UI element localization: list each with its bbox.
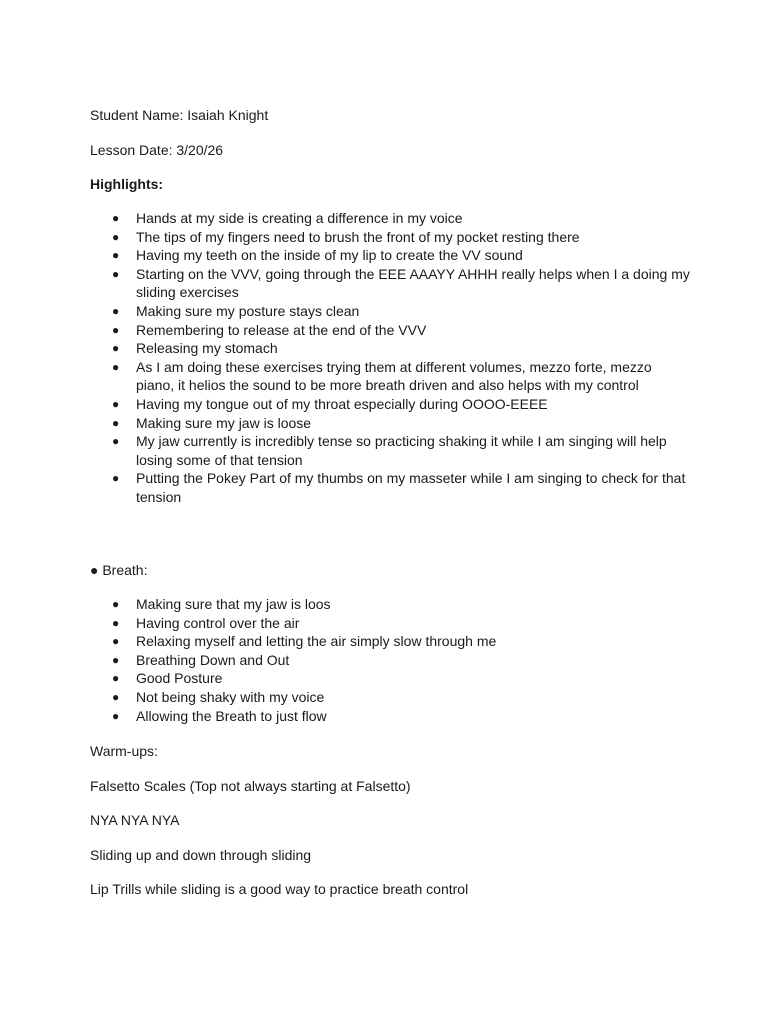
bullet-icon: ● [112, 597, 120, 611]
bullet-icon: ● [112, 708, 120, 723]
bullet-icon: ● [112, 396, 120, 411]
highlights-list [90, 209, 690, 507]
bullet-icon: ● [112, 615, 120, 630]
list-item: ● Having my tongue out of my throat especially during OOOO-EEEE [112, 395, 548, 412]
list-item: ● Breathing Down and Out [112, 651, 290, 668]
bullet-icon: ● [112, 652, 120, 667]
list-item: ● Starting on the VVV, going through the EEE AAAYY AHHH really helps when I a doing my sliding exercises [112, 265, 690, 301]
list-item: ● Remembering to release at the end of the VVV [112, 321, 427, 338]
list-item: ● Making sure my jaw is loose [112, 414, 312, 431]
student-name: Student Name: Isaiah Knight [90, 107, 269, 123]
bullet-icon: ● [112, 415, 120, 430]
bullet-icon: ● [112, 303, 120, 318]
bullet-icon: ● [112, 434, 120, 449]
breath-list [90, 595, 690, 725]
warmups-heading: Warm-ups: [90, 743, 158, 759]
warmup-item: Falsetto Scales (Top not always starting at Falsetto) [90, 778, 411, 794]
bullet-icon: ● [112, 689, 120, 704]
warmup-item: Sliding up and down through sliding [90, 847, 312, 863]
list-item: ● Having my teeth on the inside of my lip to create the VV sound [112, 247, 523, 264]
bullet-icon: ● [112, 266, 120, 281]
bullet-icon: ● [112, 248, 120, 263]
list-item: ● Releasing my stomach [112, 340, 278, 357]
breath-heading: ● Breath: [90, 562, 148, 578]
highlights-heading: Highlights: [90, 176, 164, 192]
bullet-icon: ● [112, 634, 120, 649]
bullet-icon: ● [112, 471, 120, 486]
list-item: ● Allowing the Breath to just flow [112, 707, 327, 724]
bullet-icon: ● [112, 341, 120, 356]
warmup-item: Lip Trills while sliding is a good way to practice breath control [90, 881, 469, 897]
list-item: ● Having control over the air [112, 614, 300, 631]
warmup-item: NYA NYA NYA [90, 812, 180, 828]
bullet-icon: ● [112, 671, 120, 686]
bullet-icon: ● [112, 229, 120, 244]
list-item: ● Not being shaky with my voice [112, 688, 325, 705]
list-item: ● Making sure my posture stays clean [112, 302, 360, 319]
list-item: ● Good Posture [112, 670, 223, 687]
list-item: ● Putting the Pokey Part of my thumbs on my masseter while I am singing to check for that tension [112, 470, 686, 505]
list-item: ● My jaw currently is incredibly tense so practicing shaking it while I am singing will help losing some of that tension [112, 433, 667, 468]
list-item: ● Relaxing myself and letting the air simply slow through me [112, 633, 497, 650]
list-item: ● Hands at my side is creating a difference in my voice [112, 210, 463, 226]
bullet-icon: ● [112, 359, 120, 374]
lesson-date: Lesson Date: 3/20/26 [90, 142, 224, 158]
bullet-icon: ● [112, 322, 120, 337]
list-item: ● The tips of my fingers need to brush the front of my pocket resting there [112, 228, 580, 245]
list-item: ● Making sure that my jaw is loos [112, 596, 331, 612]
bullet-icon: ● [112, 211, 120, 225]
list-item: ● As I am doing these exercises trying them at different volumes, mezzo forte, mezzo piano, it helios the sound to be more breath driven and also helps with my control [112, 358, 652, 394]
